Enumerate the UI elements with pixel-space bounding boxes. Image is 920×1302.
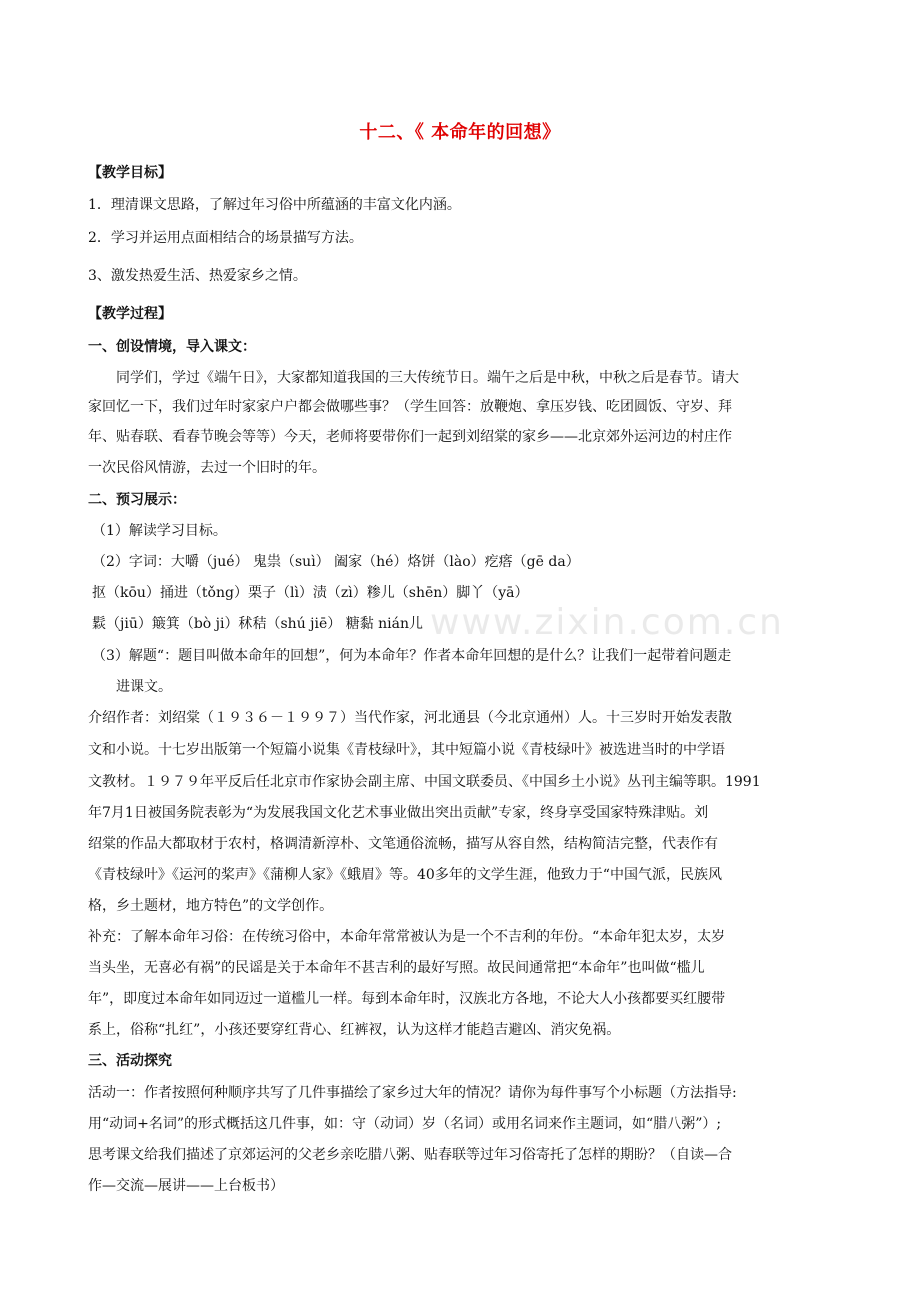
section-heading-objectives: 【教学目标】 (88, 165, 172, 181)
supplement-line: 系上，俗称“扎红”，小孩还要穿红背心、红裤衩，认为这样才能趋吉避凶、消灾免祸。 (88, 1022, 621, 1038)
heading-part-2: 二、预习展示： (88, 492, 186, 508)
preview-vocab-1: （2）字词：大嚼（jué） 鬼祟（suì） 阖家（hé）烙饼（lào）疙瘩（gē da） (92, 554, 580, 570)
preview-vocab-3: 鬏（jiū）簸箕（bò ji）秫秸（shú jiē） 糖黏 nián儿 (92, 616, 424, 632)
author-intro-line: 介绍作者：刘绍棠（１９３６－１９９７）当代作家，河北通县（今北京通州）人。十三岁时开始发表散 (88, 710, 732, 726)
paragraph-line: 家回忆一下，我们过年时家家户户都会做哪些事？（学生回答：放鞭炮、拿压岁钱、吃团圆饭、守岁、拜 (88, 399, 732, 415)
activity-line: 作—交流—展讲——上台板书） (88, 1178, 284, 1194)
author-intro-line: 文教材。１９７９年平反后任北京市作家协会副主席、中国文联委员、《中国乡土小说》丛刊主编等职。1991 (88, 774, 761, 790)
page-title: 十二、《 本命年的回想》 (359, 122, 561, 143)
author-intro-line: 绍棠的作品大都取材于农村，格调清新淳朴、文笔通俗流畅，描写从容自然，结构简洁完整，代表作有 (88, 836, 718, 852)
paragraph-line: 年、贴春联、看春节晚会等等）今天，老师将要带你们一起到刘绍棠的家乡——北京郊外运河边的村庄作 (88, 429, 732, 445)
paragraph-line: 同学们，学过《端午日》，大家都知道我国的三大传统节日。端午之后是中秋，中秋之后是春节。请大 (116, 370, 739, 386)
activity-line: 思考课文给我们描述了京郊运河的父老乡亲吃腊八粥、贴春联等过年习俗寄托了怎样的期盼？（自读—合 (88, 1147, 732, 1163)
author-intro-line: 年7月1日被国务院表彰为“为发展我国文化艺术事业做出突出贡献”专家，终身享受国家特殊津贴。刘 (88, 805, 709, 821)
paragraph-line: 一次民俗风情游，去过一个旧时的年。 (88, 460, 326, 476)
author-intro-line: 格，乡土题材，地方特色”的文学创作。 (88, 898, 334, 914)
author-intro-line: 《青枝绿叶》《运河的桨声》《蒲柳人家》《蛾眉》等。40多年的文学生涯，他致力于“中国气派，民族风 (88, 867, 722, 883)
author-intro-line: 文和小说。十七岁出版第一个短篇小说集《青枝绿叶》，其中短篇小说《青枝绿叶》被选进当时的中学语 (88, 742, 725, 758)
supplement-line: 补充：了解本命年习俗：在传统习俗中，本命年常常被认为是一个不吉利的年份。“本命年犯太岁，太岁 (88, 929, 726, 945)
supplement-line: 年”，即度过本命年如同迈过一道槛儿一样。每到本命年时，汉族北方各地，不论大人小孩都要买红腰带 (88, 991, 726, 1007)
activity-line: 用“动词+名词”的形式概括这几件事，如：守（动词）岁（名词）或用名词来作主题词，如“腊八粥”）; (88, 1116, 722, 1132)
preview-item-3: （3）解题“：题目叫做本命年的回想”，何为本命年？作者本命年回想的是什么？让我们一起带着问题走 (92, 648, 732, 664)
preview-item-1: （1）解读学习目标。 (92, 523, 227, 539)
watermark: www.zixin.com.cn (430, 602, 784, 643)
preview-vocab-2: 抠（kōu）捅进（tǒng）栗子（lì）渍（zì）糁儿（shēn）脚丫（yā） (92, 585, 529, 601)
objective-1: 1．理清课文思路，了解过年习俗中所蕴涵的丰富文化内涵。 (88, 197, 461, 213)
objective-3: 3、激发热爱生活、热爱家乡之情。 (88, 268, 307, 284)
activity-line: 活动一：作者按照何种顺序共写了几件事描绘了家乡过大年的情况？请你为每件事写个小标题（方法指导: (88, 1085, 737, 1101)
heading-part-3: 三、活动探究 (88, 1053, 172, 1069)
objective-2: 2．学习并运用点面相结合的场景描写方法。 (88, 230, 363, 246)
supplement-line: 当头坐，无喜必有祸”的民谣是关于本命年不甚吉利的最好写照。故民间通常把“本命年”也叫做“槛儿 (88, 960, 705, 976)
heading-part-1: 一、创设情境，导入课文： (88, 339, 256, 355)
section-heading-process: 【教学过程】 (88, 306, 172, 322)
preview-item-3-cont: 进课文。 (116, 679, 172, 695)
